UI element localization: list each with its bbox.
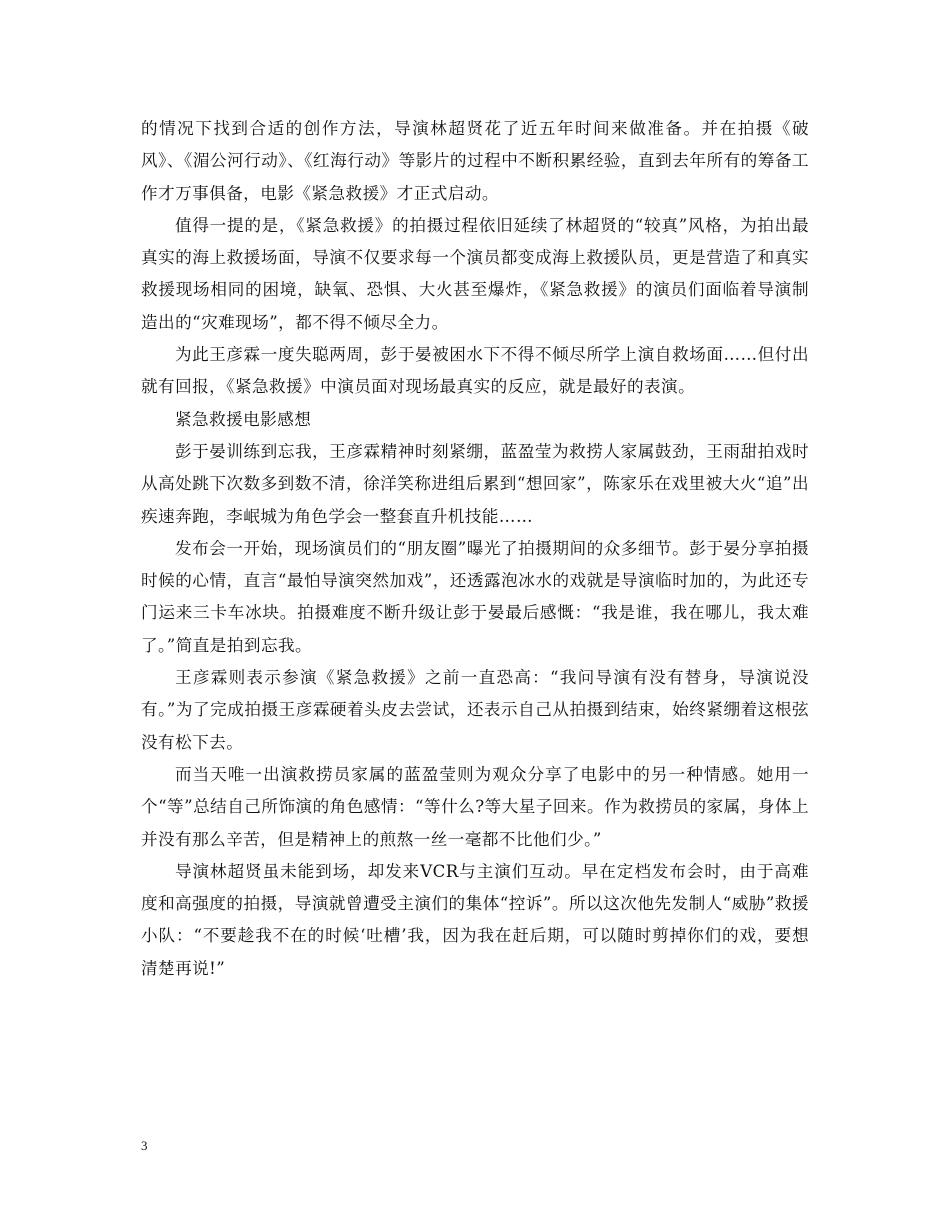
paragraph: 发布会一开始，现场演员们的“朋友圈”曝光了拍摄期间的众多细节。彭于晏分享拍摄时候的心情，直言“最怕导演突然加戏”，还透露泡冰水的戏就是导演临时加的，为此还专门运来三卡车冰块。拍摄难度不断升级让彭于晏最后感慨：“我是谁，我在哪儿，我太难了。”简直是拍到忘我。 [141,538,809,655]
page-number: 3 [141,1138,148,1153]
paragraph: 而当天唯一出演救捞员家属的蓝盈莹则为观众分享了电影中的另一种情感。她用一个“等”总结自己所饰演的角色感情：“等什么?等大星子回来。作为救捞员的家属，身体上并没有那么辛苦，但是精神上的煎熬一丝一毫都不比他们少。” [141,764,809,849]
paragraph: 彭于晏训练到忘我，王彦霖精神时刻紧绷，蓝盈莹为救捞人家属鼓劲，王雨甜拍戏时从高处跳下次数多到数不清，徐洋笑称进组后累到“想回家”，陈家乐在戏里被大火“追”出疾速奔跑，李岷城为角色学会一整套直升机技能…… [141,441,809,526]
paragraph-continuation: 的情况下找到合适的创作方法，导演林超贤花了近五年时间来做准备。并在拍摄《破风》、《湄公河行动》、《红海行动》等影片的过程中不断积累经验，直到去年所有的筹备工作才万事俱备，电影《紧急救援》才正式启动。 [141,119,809,203]
paragraph: 导演林超贤虽未能到场，却发来VCR与主演们互动。早在定档发布会时，由于高难度和高强度的拍摄，导演就曾遭受主演们的集体“控诉”。所以这次他先发制人“威胁”救援小队：“不要趁我不在的时候‘吐槽’我，因为我在赶后期，可以随时剪掉你们的戏，要想清楚再说!” [141,861,809,978]
paragraph: 为此王彦霖一度失聪两周，彭于晏被困水下不得不倾尽所学上演自救场面……但付出就有回报，《紧急救援》中演员面对现场最真实的反应，就是最好的表演。 [141,345,809,397]
paragraph: 值得一提的是，《紧急救援》的拍摄过程依旧延续了林超贤的“较真”风格，为拍出最真实的海上救援场面，导演不仅要求每一个演员都变成海上救援队员，更是营造了和真实救援现场相同的困境，缺氧、恐惧、大火甚至爆炸，《紧急救援》的演员们面临着导演制造出的“灾难现场”，都不得不倾尽全力。 [141,215,809,332]
section-heading: 紧急救援电影感想 [175,409,312,429]
paragraph: 王彦霖则表示参演《紧急救援》之前一直恐高：“我问导演有没有替身，导演说没有。”为了完成拍摄王彦霖硬着头皮去尝试，还表示自己从拍摄到结束，始终紧绷着这根弦没有松下去。 [141,668,809,752]
document-body [141,113,809,985]
